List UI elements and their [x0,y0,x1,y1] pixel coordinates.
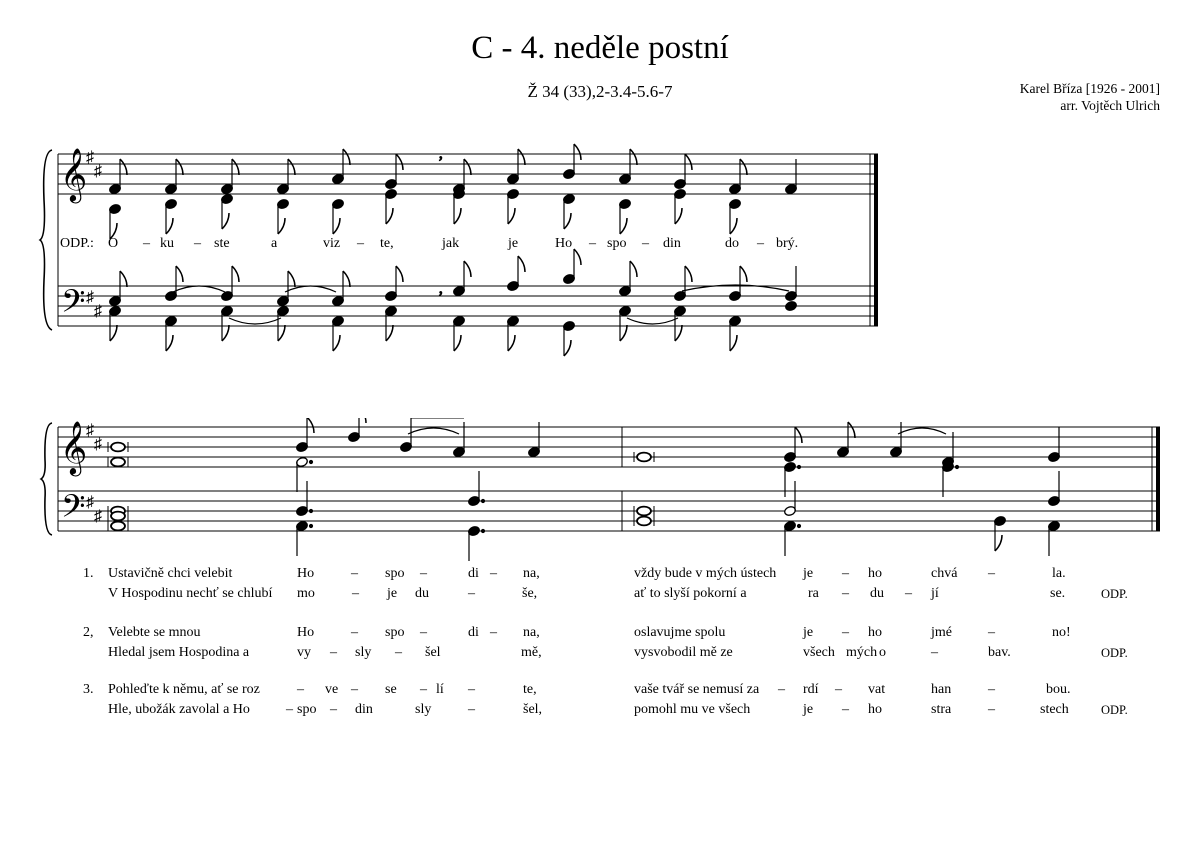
refrain-lyrics [60,236,798,251]
svg-text:♯: ♯ [86,422,94,439]
whole-note [111,458,125,467]
verse-number: 2, [83,625,94,640]
lyric-syllable: spo [607,236,627,251]
lyric-syllable: te, [380,236,394,251]
verse-text: vysvobodil mě ze [634,645,733,660]
svg-text:𝄞: 𝄞 [60,420,88,474]
lyric-syllable: bav. [988,645,1011,660]
lyric-syllable: – [757,236,764,251]
lyric-syllable: – [642,236,649,251]
lyric-syllable: – [988,566,995,581]
svg-text:𝄢: 𝄢 [61,283,86,327]
lyric-syllable: – [351,625,358,640]
svg-text:’: ’ [438,289,444,306]
svg-text:♯: ♯ [94,508,102,525]
lyric-syllable: – [351,566,358,581]
lyric-syllable: a [271,236,278,251]
lyric-syllable: – [351,682,358,697]
lyric-syllable: ho [868,566,882,581]
whole-note [637,453,651,462]
lyric-syllable: spo [385,625,405,640]
lyric-syllable: všech [803,645,835,660]
lyric-syllable: – [931,645,938,660]
lyric-syllable: mě, [521,645,542,660]
lyric-syllable: din [663,236,681,251]
lyric-syllable: – [842,586,849,601]
refrain-cue: ODP. [1101,646,1128,660]
verse-text: Velebte se mnou [108,625,201,640]
lyric-syllable: te, [523,682,537,697]
whole-note [637,507,651,516]
refrain-cue: ODP. [1101,587,1128,601]
lyric-syllable: do [725,236,739,251]
lyric-syllable: je [803,566,814,581]
lyric-syllable: Ho [555,236,573,251]
lyric-syllable: ho [868,625,882,640]
lyric-syllable: O [108,236,119,251]
lyric-syllable: ho [868,702,882,717]
score-title: C - 4. neděle postní [471,30,729,66]
lyric-syllable: – [330,645,337,660]
lyric-syllable: spo [297,702,317,717]
lyric-syllable: brý. [776,236,799,251]
lyric-syllable: du [415,586,429,601]
lyric-syllable: lí [436,682,444,697]
verse-number: 1. [83,566,94,581]
lyric-syllable: – [395,645,402,660]
lyric-syllable: je [803,625,814,640]
lyric-syllable: na, [523,566,540,581]
lyric-syllable: Ho [297,566,315,581]
verse-text: vaše tvář se nemusí za [634,682,760,697]
verse-text: pomohl mu ve všech [634,702,751,717]
lyric-syllable: – [842,566,849,581]
lyric-syllable: o [879,645,886,660]
lyric-syllable: viz [323,236,341,251]
verse-text: vždy bude v mých ústech [634,566,777,581]
lyric-syllable: du [870,586,884,601]
svg-text:♯: ♯ [94,436,102,453]
verse-text: Ustavičně chci velebit [108,566,233,581]
lyric-syllable: se [385,682,397,697]
lyric-syllable: – [468,702,475,717]
lyric-syllable: sly [415,702,432,717]
arranger-credit: arr. Vojtěch Ulrich [1060,98,1160,113]
whole-note [111,512,125,521]
lyric-syllable: stra [931,702,952,717]
lyric-syllable: – [286,702,293,717]
lyric-syllable: mo [297,586,315,601]
lyric-syllable: no! [1052,625,1071,640]
lyric-syllable: – [842,702,849,717]
system-2 [0,418,1200,568]
lyric-syllable: – [988,625,995,640]
lyric-syllable: je [387,586,398,601]
lyric-syllable: – [420,682,427,697]
lyric-syllable: spo [385,566,405,581]
lyric-syllable: rdí [803,682,819,697]
verse-text: Hle, ubožák zavolal a Ho [108,702,250,717]
lyric-syllable: – [589,236,596,251]
credits [1020,80,1160,114]
lyric-syllable: na, [523,625,540,640]
lyric-syllable: – [352,586,359,601]
svg-text:♯: ♯ [86,149,94,166]
lyric-syllable: vy [297,645,311,660]
lyric-syllable: chvá [931,566,958,581]
whole-note [111,443,125,452]
lyric-syllable: jak [442,236,460,251]
lyric-syllable: jí [931,586,939,601]
lyric-syllable: še, [522,586,538,601]
lyric-syllable: – [988,682,995,697]
lyric-syllable: – [905,586,912,601]
lyric-syllable: – [194,236,201,251]
lyric-syllable: je [508,236,519,251]
lyric-syllable: – [835,682,842,697]
svg-text:♯: ♯ [94,303,102,320]
lyric-syllable: – [468,682,475,697]
lyric-syllable: la. [1052,566,1066,581]
psalm-reference: Ž 34 (33),2-3.4-5.6-7 [527,82,673,101]
lyric-syllable: – [143,236,150,251]
svg-text:♯: ♯ [86,494,94,511]
lyric-syllable: Ho [297,625,315,640]
verse-text: V Hospodinu nechť se chlubí [108,586,273,601]
lyric-syllable: ste [214,236,230,251]
lyric-syllable: se. [1050,586,1066,601]
lyric-syllable: stech [1040,702,1069,717]
svg-text:𝄢: 𝄢 [61,488,86,532]
verse-text: Hledal jsem Hospodina a [108,645,250,660]
lyric-syllable: ra [808,586,819,601]
lyric-syllable: – [988,702,995,717]
svg-text:’: ’ [438,154,444,171]
lyric-syllable: di [468,566,479,581]
lyric-syllable: din [355,702,373,717]
lyric-syllable: – [420,566,427,581]
lyric-syllable: je [803,702,814,717]
refrain-cue: ODP. [1101,703,1128,717]
lyric-syllable: ku [160,236,174,251]
svg-text:𝄞: 𝄞 [60,147,88,201]
lyric-syllable: sly [355,645,372,660]
lyric-syllable: – [842,625,849,640]
lyric-syllable: vat [868,682,886,697]
verse-text: ať to slyší pokorní a [634,586,747,601]
lyric-syllable: – [490,566,497,581]
lyric-syllable: – [357,236,364,251]
lyric-syllable: ve [325,682,339,697]
lyric-syllable: šel, [523,702,543,717]
lyric-syllable: bou. [1046,682,1071,697]
whole-note [637,517,651,526]
verse-text: Pohleďte k němu, ať se roz [108,682,260,697]
lyric-syllable: – [490,625,497,640]
svg-text:♯: ♯ [94,163,102,180]
composer-credit: Karel Bříza [1926 - 2001] [1019,81,1160,96]
lyric-syllable: – [420,625,427,640]
lyric-syllable: di [468,625,479,640]
lyric-syllable: – [297,682,304,697]
lyric-syllable: – [468,586,475,601]
verse-text: oslavujme spolu [634,625,726,640]
verse-number: 3. [83,682,94,697]
lyric-syllable: šel [425,645,441,660]
notehead [785,300,798,311]
lyric-syllable: – [778,682,785,697]
lyric-syllable: mých [846,645,878,660]
lyric-syllable: han [931,682,952,697]
whole-note [111,522,125,531]
svg-text:♯: ♯ [86,289,94,306]
lyric-syllable: – [330,702,337,717]
refrain-label: ODP.: [60,236,94,251]
lyric-syllable: jmé [931,625,952,640]
